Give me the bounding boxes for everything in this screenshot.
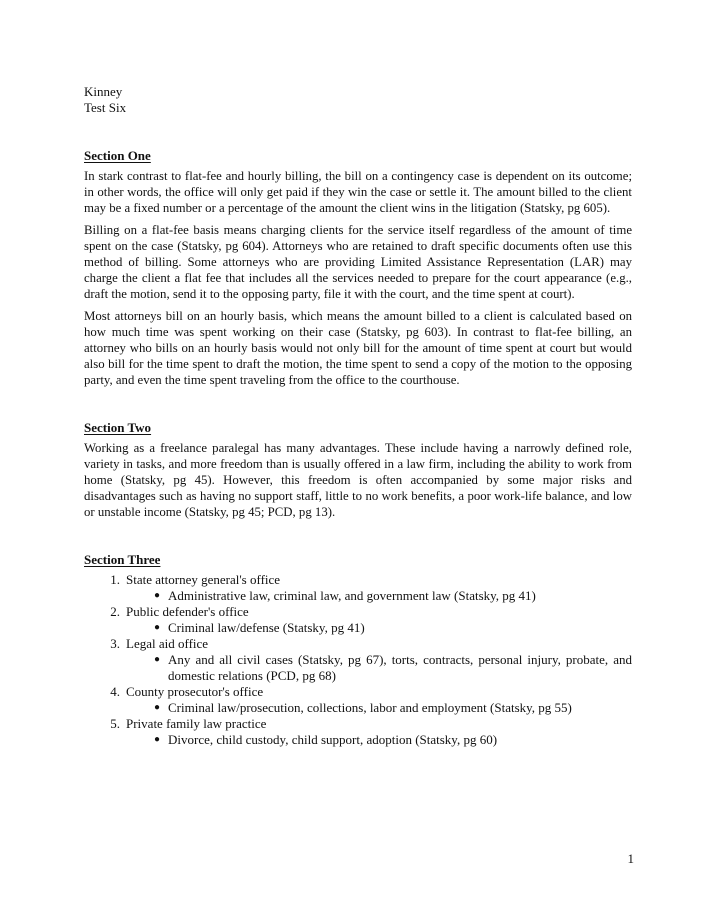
list-item xyxy=(84,604,632,636)
list-item-detail: Criminal law/defense (Statsky, pg 41) xyxy=(168,620,365,635)
list-item-number: 4. xyxy=(110,684,120,699)
list-item-title: County prosecutor's office xyxy=(126,684,264,699)
bullet-icon: ● xyxy=(153,702,161,713)
list-item-number: 2. xyxy=(110,604,120,619)
list-item-detail: Administrative law, criminal law, and government law (Statsky, pg 41) xyxy=(168,588,536,603)
list-item-detail: Divorce, child custody, child support, adoption (Statsky, pg 60) xyxy=(168,732,498,747)
bullet-icon: ● xyxy=(153,622,161,633)
list-item-title: Private family law practice xyxy=(126,716,267,731)
section-one-paragraph-hourly: Most attorneys bill on an hourly basis, which means the amount billed to a client is calculated based on how much time was spent working on their case (Statsky, pg 603). In contrast to flat-fee billing, an attorney who bills on an hourly basis would not only bill for the amount of time spent at court but would also bill for the time spent to draft the motion, the time spent to send a copy of the motion to the opposing party, and even the time spent traveling from the office to the courthouse. xyxy=(84,309,632,387)
list-item xyxy=(84,572,632,604)
test-title: Test Six xyxy=(84,100,127,115)
page-number: 1 xyxy=(627,851,634,866)
section-three-heading: Section Three xyxy=(84,552,161,567)
list-item-title: Legal aid office xyxy=(126,636,209,651)
bullet-icon: ● xyxy=(153,590,161,601)
bullet-icon: ● xyxy=(153,734,161,745)
section-two-heading: Section Two xyxy=(84,420,152,435)
list-item-title: State attorney general's office xyxy=(126,572,281,587)
list-item-number: 1. xyxy=(110,572,120,587)
section-two-paragraph: Working as a freelance paralegal has many advantages. These include having a narrowly defined role, variety in tasks, and more freedom than is usually offered in a law firm, including the ability to work from home (Statsky, pg 45). However, this freedom is often accompanied by some major risks and disadvantages such as having no support staff, little to no work benefits, a poor work-life balance, and low or unstable income (Statsky, pg 45; PCD, pg 13). xyxy=(84,441,632,519)
list-item-title: Public defender's office xyxy=(126,604,249,619)
list-item-detail: Criminal law/prosecution, collections, labor and employment (Statsky, pg 55) xyxy=(168,700,572,715)
author-name: Kinney xyxy=(84,84,123,99)
office-list xyxy=(84,572,632,748)
list-item xyxy=(84,716,632,748)
section-one-paragraph-flat-fee: Billing on a flat-fee basis means charging clients for the service itself regardless of the amount of time spent on the case (Statsky, pg 604). Attorneys who are retained to draft specific documents often use this method of billing. Some attorneys who are providing Limited Assistance Representation (LAR) may charge the client a flat fee that includes all the services needed to prepare for the court appearance (e.g., draft the motion, send it to the opposing party, file it with the court, and the time spent at court). xyxy=(84,223,632,301)
list-item-number: 3. xyxy=(110,636,120,651)
list-item-detail: Any and all civil cases (Statsky, pg 67), torts, contracts, personal injury, probate, and domestic relations (PCD, pg 68) xyxy=(168,652,632,683)
section-one-paragraph-contingency: In stark contrast to flat-fee and hourly billing, the bill on a contingency case is dependent on its outcome; in other words, the office will only get paid if they win the case or settle it. The amount billed to the client may be a fixed number or a percentage of the amount the client wins in the litigation (Statsky, pg 605). xyxy=(84,169,632,215)
list-item xyxy=(84,684,632,716)
section-one-heading: Section One xyxy=(84,148,151,163)
document-body xyxy=(84,84,632,748)
bullet-icon: ● xyxy=(153,654,161,665)
list-item xyxy=(84,636,632,684)
list-item-number: 5. xyxy=(110,716,120,731)
